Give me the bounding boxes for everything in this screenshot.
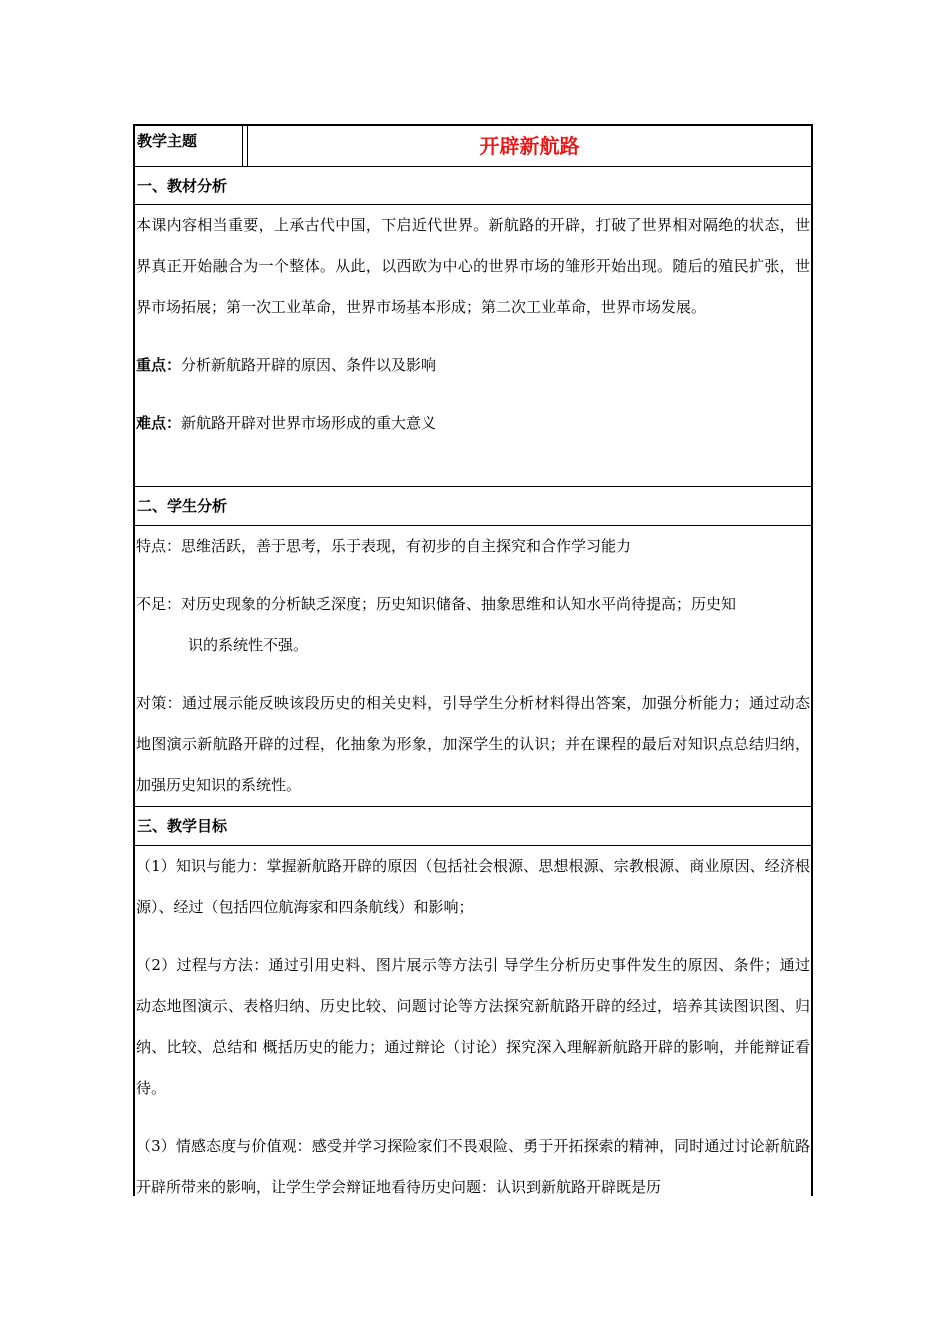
student-weakness-line1: 不足：对历史现象的分析缺乏深度；历史知识储备、抽象思维和认知水平尚待提高；历史知 [136,595,737,613]
difficulty-point [136,403,810,444]
title-row [135,126,811,166]
focus-point [136,345,810,386]
difficulty-text: 新航路开辟对世界市场形成的重大意义 [181,414,437,432]
teaching-goals-cell [135,845,811,1199]
goal-knowledge: （1）知识与能力：掌握新航路开辟的原因（包括社会根源、思想根源、宗教根源、商业原因、经济根源）、经过（包括四位航海家和四条航线）和影响； [136,857,810,916]
section-heading-students: 二、学生分析 [135,486,811,525]
lesson-title: 开辟新航路 [247,126,811,166]
teaching-strategy: 对策：通过展示能反映该段历史的相关史料，引导学生分析材料得出答案，加强分析能力；通过动态地图演示新航路开辟的过程，化抽象为形象，加深学生的认识；并在课程的最后对知识点总结归纳，加强历史知识的系统性。 [136,694,810,794]
focus-text: 分析新航路开辟的原因、条件以及影响 [181,356,437,374]
goal-attitude: （3）情感态度与价值观：感受并学习探险家们不畏艰险、勇于开拓探索的精神，同时通过讨论新航路开辟所带来的影响，让学生学会辩证地看待历史问题：认识到新航路开辟既是历 [136,1137,810,1196]
textbook-analysis-text: 本课内容相当重要，上承古代中国，下启近代世界。新航路的开辟，打破了世界相对隔绝的状态，世界真正开始融合为一个整体。从此，以西欧为中心的世界市场的雏形开始出现。随后的殖民扩张，世界市场拓展；第一次工业革命，世界市场基本形成；第二次工业革命，世界市场发展。 [136,216,810,316]
difficulty-label: 难点： [136,414,182,432]
textbook-analysis-cell [135,204,811,487]
goal-process: （2）过程与方法：通过引用史料、图片展示等方法引 导学生分析历史事件发生的原因、条件；通过动态地图演示、表格归纳、历史比较、问题讨论等方法探究新航路开辟的经过，培养其读图识图、归纳、比较、总结和 概括历史的能力；通过辩论（讨论）探究深入理解新航路开辟的影响，并能辩证看待。 [136,956,810,1097]
student-weakness-line2: 识的系统性不强。 [188,636,309,654]
student-analysis-cell [135,525,811,808]
section-heading-textbook: 一、教材分析 [135,166,811,205]
lesson-plan-table [133,124,813,1196]
focus-label: 重点： [136,356,182,374]
student-traits: 特点：思维活跃，善于思考，乐于表现，有初步的自主探究和合作学习能力 [136,537,632,555]
section-heading-goals: 三、教学目标 [135,806,811,845]
topic-label: 教学主题 [135,126,243,166]
